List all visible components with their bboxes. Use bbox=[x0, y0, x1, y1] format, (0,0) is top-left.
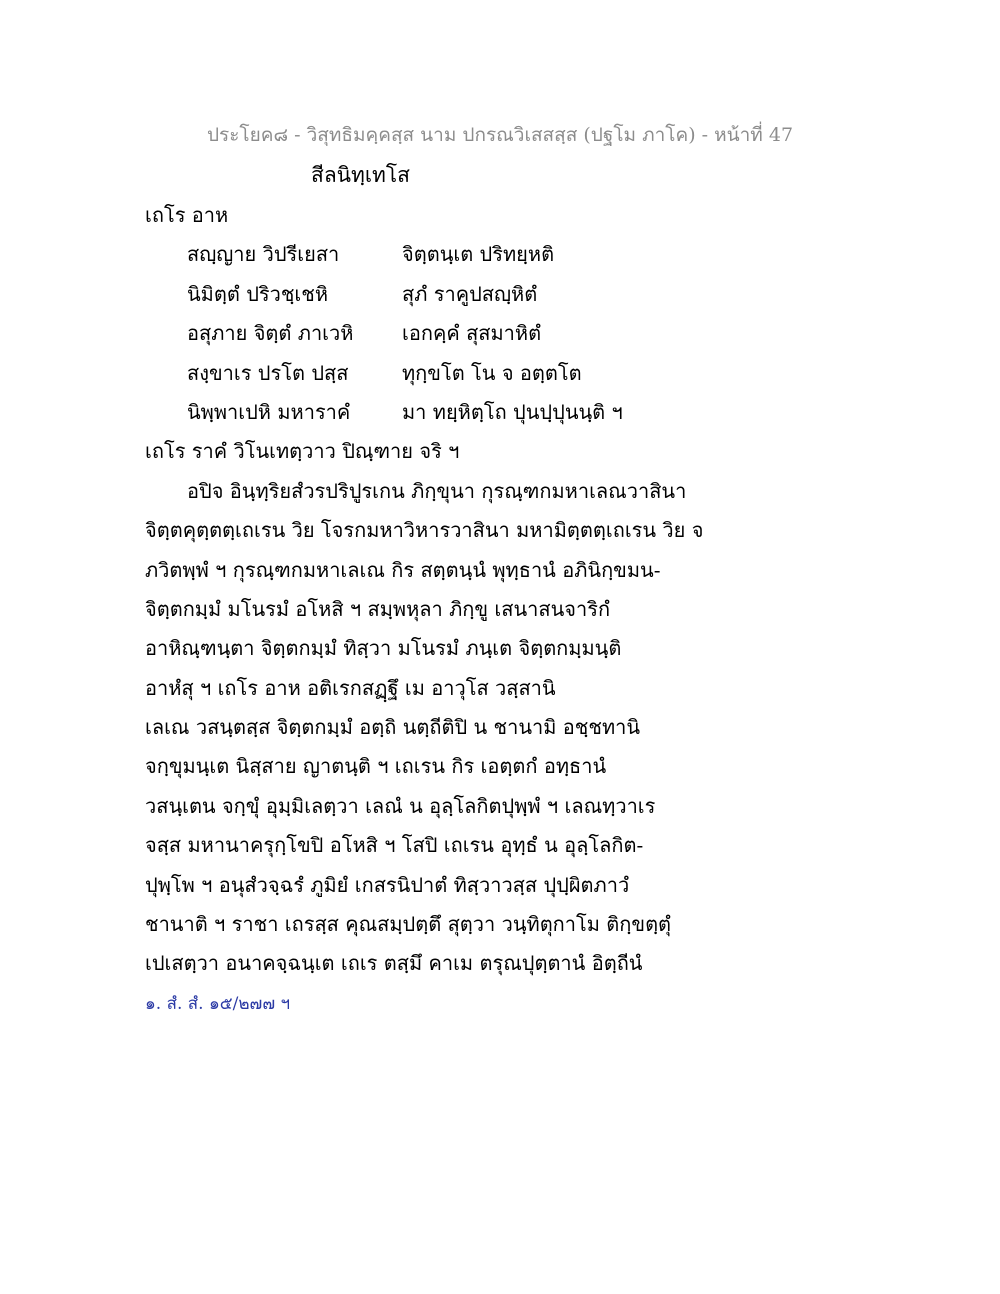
paragraph-line: ปุพฺโพ ฯ อนุสํวจฺฉรํ ภูมิยํ เกสรนิปาตํ ทิสฺวาวสฺส ปุปฺผิตภาวํ bbox=[145, 872, 630, 897]
verse-pada: มา ทยฺหิตฺโถ ปุนปฺปุนนฺติ ฯ bbox=[402, 399, 623, 424]
verse-pada: จิตฺตนฺเต ปริทยฺหติ bbox=[402, 242, 555, 267]
verse-pada: ทุกฺขโต โน จ อตฺตโต bbox=[402, 360, 582, 385]
paragraph-line: ภวิตพฺพํ ฯ กุรณฺฑกมหาเลเณ กิร สตฺตนฺนํ พุทฺธานํ อภินิกฺขมน- bbox=[145, 557, 661, 582]
verse-line bbox=[145, 393, 745, 432]
paragraph-line: เปเสตฺวา อนาคจฺฉนฺเต เถเร ตสฺมึ คาเม ตรุณปุตฺตานํ อิตฺถีนํ bbox=[145, 951, 643, 976]
body-text bbox=[145, 196, 745, 984]
verse-pada: นิพฺพาเปหิ มหาราคํ bbox=[187, 399, 351, 424]
after-verse-line: เถโร ราคํ วิโนเทตฺวาว ปิณฺฑาย จริ ฯ bbox=[145, 439, 460, 464]
paragraph-line: จิตฺตคุตฺตตฺเถเรน วิย โจรกมหาวิหารวาสินา มหามิตฺตตฺเถเรน วิย จ bbox=[145, 518, 704, 543]
verse-pada: สงฺขาเร ปรโต ปสฺส bbox=[187, 360, 349, 385]
verse-pada: เอกคฺคํ สุสมาหิตํ bbox=[402, 321, 542, 346]
paragraph-line: จกฺขุมนฺเต นิสฺสาย ญาตนฺติ ฯ เถเรน กิร เอตฺตกํ อทฺธานํ bbox=[145, 754, 607, 779]
running-header: ประโยค๘ - วิสุทธิมคฺคสฺส นาม ปกรณวิเสสสฺส (ปฐโม ภาโค) - หน้าที่ 47 bbox=[206, 124, 794, 146]
verse-pada: สญฺญาย วิปรีเยสา bbox=[187, 242, 340, 267]
paragraph-line: ชานาติ ฯ ราชา เถรสฺส คุณสมฺปตฺตึ สุตฺวา วนฺทิตุกาโม ติกฺขตฺตุํ bbox=[145, 912, 672, 937]
footnote: ๑. สํ. สํ. ๑๕/๒๗๗ ฯ bbox=[145, 994, 291, 1014]
paragraph-line: จสฺส มหานาครุกฺโขปิ อโหสิ ฯ โสปิ เถเรน อุทฺธํ น อุลฺโลกิต- bbox=[145, 833, 644, 858]
paragraph-line: อปิจ อินฺทฺริยสํวรปริปูรเกน ภิกฺขุนา กุรณฺฑกมหาเลณวาสินา bbox=[187, 478, 687, 503]
verse-line bbox=[145, 314, 745, 353]
verse-line bbox=[145, 354, 745, 393]
verse-pada: อสุภาย จิตฺตํ ภาเวหิ bbox=[187, 321, 354, 346]
verse-line bbox=[145, 275, 745, 314]
section-title: สีลนิทฺเทโส bbox=[311, 163, 411, 187]
paragraph-line: อาหิณฺฑนฺตา จิตฺตกมฺมํ ทิสฺวา มโนรมํ ภนฺเต จิตฺตกมฺมนฺติ bbox=[145, 636, 622, 661]
verse-pada: สุภํ ราคูปสญฺหิตํ bbox=[402, 281, 538, 306]
paragraph-line: เลเณ วสนฺตสฺส จิตฺตกมฺมํ อตฺถิ นตฺถีติปิ น ชานามิ อชฺชทานิ bbox=[145, 715, 641, 740]
intro-line: เถโร อาห bbox=[145, 203, 229, 227]
paragraph-line: วสนฺเตน จกฺขุํ อุมฺมิเลตฺวา เลณํ น อุลฺโลกิตปุพฺพํ ฯ เลณทฺวาเร bbox=[145, 793, 656, 818]
paragraph-line: จิตฺตกมฺมํ มโนรมํ อโหสิ ฯ สมฺพหุลา ภิกฺขู เสนาสนจาริกํ bbox=[145, 596, 611, 621]
paragraph-line: อาหํสุ ฯ เถโร อาห อติเรกสฏฺฐึ เม อาวุโส วสฺสานิ bbox=[145, 675, 556, 700]
verse-pada: นิมิตฺตํ ปริวชฺเชหิ bbox=[187, 281, 329, 306]
verse-line bbox=[145, 235, 745, 274]
